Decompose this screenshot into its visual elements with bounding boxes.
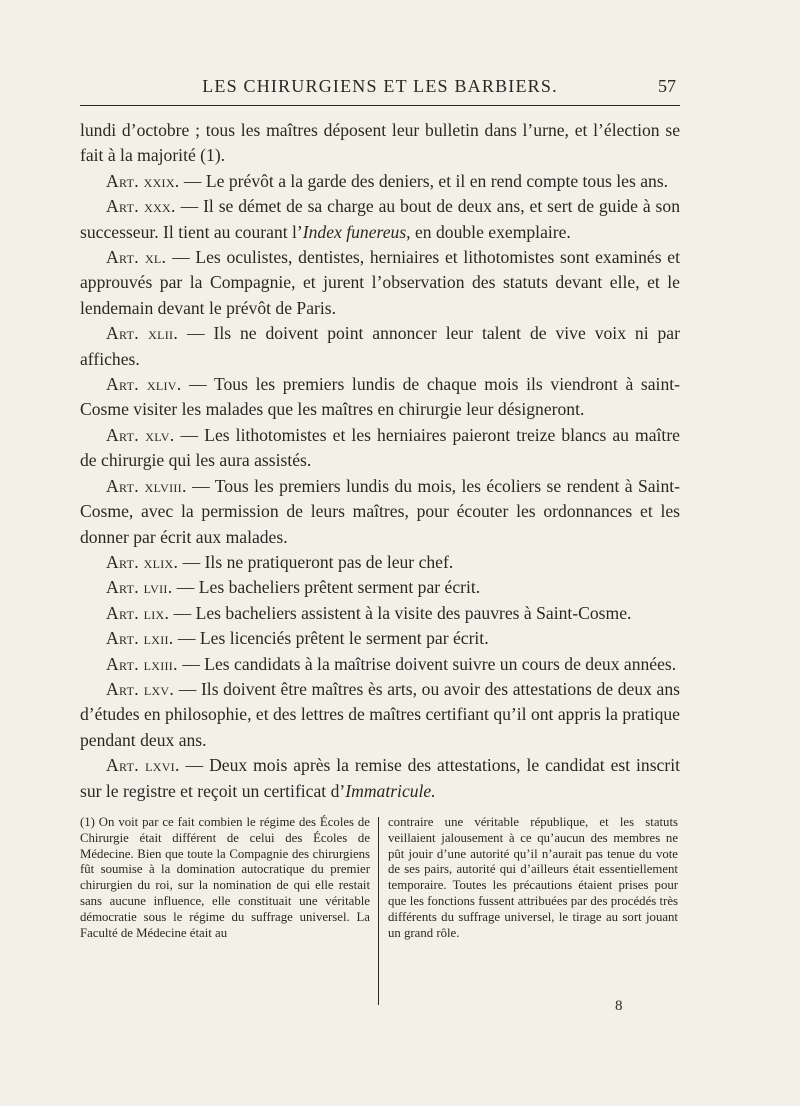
article-text: — Les oculistes, dentistes, herniaires et lithotomistes sont examinés et approuvés par la Compagnie, et jurent l’observation des statuts devant elle, et le lendemain devant le prévôt de Paris. bbox=[80, 247, 680, 318]
header-rule bbox=[80, 105, 680, 106]
article-paragraph bbox=[80, 652, 680, 677]
article-text: — Il se démet de sa charge au bout de deux ans, et sert de guide à son successeur. Il tient au courant l’ bbox=[80, 196, 680, 242]
article-paragraph bbox=[80, 626, 680, 651]
article-paragraph bbox=[80, 753, 680, 804]
article-label: Art. lvii. bbox=[106, 577, 173, 598]
article-text: — Les bacheliers assistent à la visite des pauvres à Saint-Cosme. bbox=[169, 602, 632, 623]
footnote-column-left: (1) On voit par ce fait combien le régime des Écoles de Chirurgie était différent de celui des Écoles de Médecine. Bien que toute la Compagnie des chirurgiens fût soumise à la domination autocratique du premier chirurgien du roi, sur la nomination de qui elle restait sans aucune influence, elle constituait une véritable démocratie sous le régime du suffrage universel. La Faculté de Médecine était au bbox=[80, 815, 370, 940]
article-paragraph bbox=[80, 677, 680, 753]
article-text: — Les candidats à la maîtrise doivent suivre un cours de deux années. bbox=[177, 653, 677, 674]
article-label: Art. xxix. bbox=[106, 170, 180, 191]
article-text: — Les licenciés prêtent le serment par écrit. bbox=[173, 628, 489, 649]
article-label: Art. xlv. bbox=[106, 424, 175, 445]
article-label: Art. lxiii. bbox=[106, 653, 178, 674]
article-text: — Ils ne pratiqueront pas de leur chef. bbox=[178, 551, 454, 572]
article-text: — Tous les premiers lundis du mois, les écoliers se rendent à Saint-Cosme, avec la permission de leurs maîtres, pour écouter les ordonnances et les donner par écrit aux malades. bbox=[80, 475, 680, 547]
article-label: Art. xlii. bbox=[106, 323, 179, 344]
article-text: lundi d’octobre ; tous les maîtres déposent leur bulletin dans l’urne, et l’élection se fait à la majorité (1). bbox=[80, 120, 680, 166]
footnote-column-right: contraire une véritable république, et les statuts veillaient jalousement à ce qu’aucun des membres ne pût jouir d’une autorité qu’il n’aurait pas tenue du vote de ses pairs, autorité qui d’ailleurs était essentiellement temporaire. Toutes les précautions étaient prises pour que les fonctions fussent attribuées par des procédés très différents du suffrage universel, le tirage au sort jouant un grand rôle. bbox=[388, 815, 678, 940]
article-text: — Le prévôt a la garde des deniers, et il en rend compte tous les ans. bbox=[179, 170, 669, 191]
footnote-column-divider bbox=[378, 817, 379, 1005]
article-paragraph bbox=[80, 321, 680, 372]
page-number: 57 bbox=[658, 76, 676, 96]
article-text: — Les bacheliers prêtent serment par écrit. bbox=[172, 577, 481, 598]
article-label: Art. xxx. bbox=[106, 196, 176, 217]
article-text: — Ils ne doivent point annoncer leur talent de vive voix ni par affiches. bbox=[80, 323, 680, 369]
article-paragraph bbox=[80, 601, 680, 626]
article-paragraph bbox=[80, 474, 680, 550]
article-text: en double exemplaire. bbox=[410, 221, 571, 242]
page-header bbox=[80, 74, 680, 100]
article-paragraph bbox=[80, 575, 680, 600]
article-paragraph bbox=[80, 194, 680, 245]
article-paragraph bbox=[80, 118, 680, 169]
article-label: Art. xlviii. bbox=[106, 475, 187, 496]
article-text: — Tous les premiers lundis de chaque mois ils viendront à saint-Cosme visiter les malades que les maîtres en chirurgie leur désigneront. bbox=[80, 374, 680, 420]
main-text bbox=[80, 118, 680, 804]
article-paragraph bbox=[80, 169, 680, 194]
article-paragraph bbox=[80, 372, 680, 423]
article-paragraph bbox=[80, 550, 680, 575]
article-label: Art. xl. bbox=[106, 247, 167, 268]
article-label: Art. lxv. bbox=[106, 678, 175, 699]
footnotes bbox=[80, 815, 680, 1015]
article-text: — Deux mois après la remise des attestations, le candidat est inscrit sur le registre et reçoit un certificat d’ bbox=[80, 755, 680, 801]
article-label: Art. lxvi. bbox=[106, 755, 180, 776]
running-title: LES CHIRURGIENS ET LES BARBIERS. bbox=[202, 76, 558, 96]
article-label: Art. xliv. bbox=[106, 374, 182, 395]
signature-mark: 8 bbox=[615, 998, 623, 1014]
italic-title: Immatricule. bbox=[345, 780, 436, 801]
article-paragraph bbox=[80, 245, 680, 321]
article-text: — Les lithotomistes et les herniaires paieront treize blancs au maître de chirurgie qui les aura assistés. bbox=[80, 424, 680, 471]
article-label: Art. lix. bbox=[106, 602, 170, 623]
article-text: — Ils doivent être maîtres ès arts, ou avoir des attestations de deux ans d’études en philosophie, et des lettres de maîtres certifiant qu’il ont appris la pratique pendant deux ans. bbox=[80, 678, 680, 750]
article-paragraph bbox=[80, 423, 680, 474]
italic-title: Index funereus, bbox=[302, 221, 411, 242]
article-label: Art. xlix. bbox=[106, 551, 179, 572]
article-label: Art. lxii. bbox=[106, 628, 174, 649]
